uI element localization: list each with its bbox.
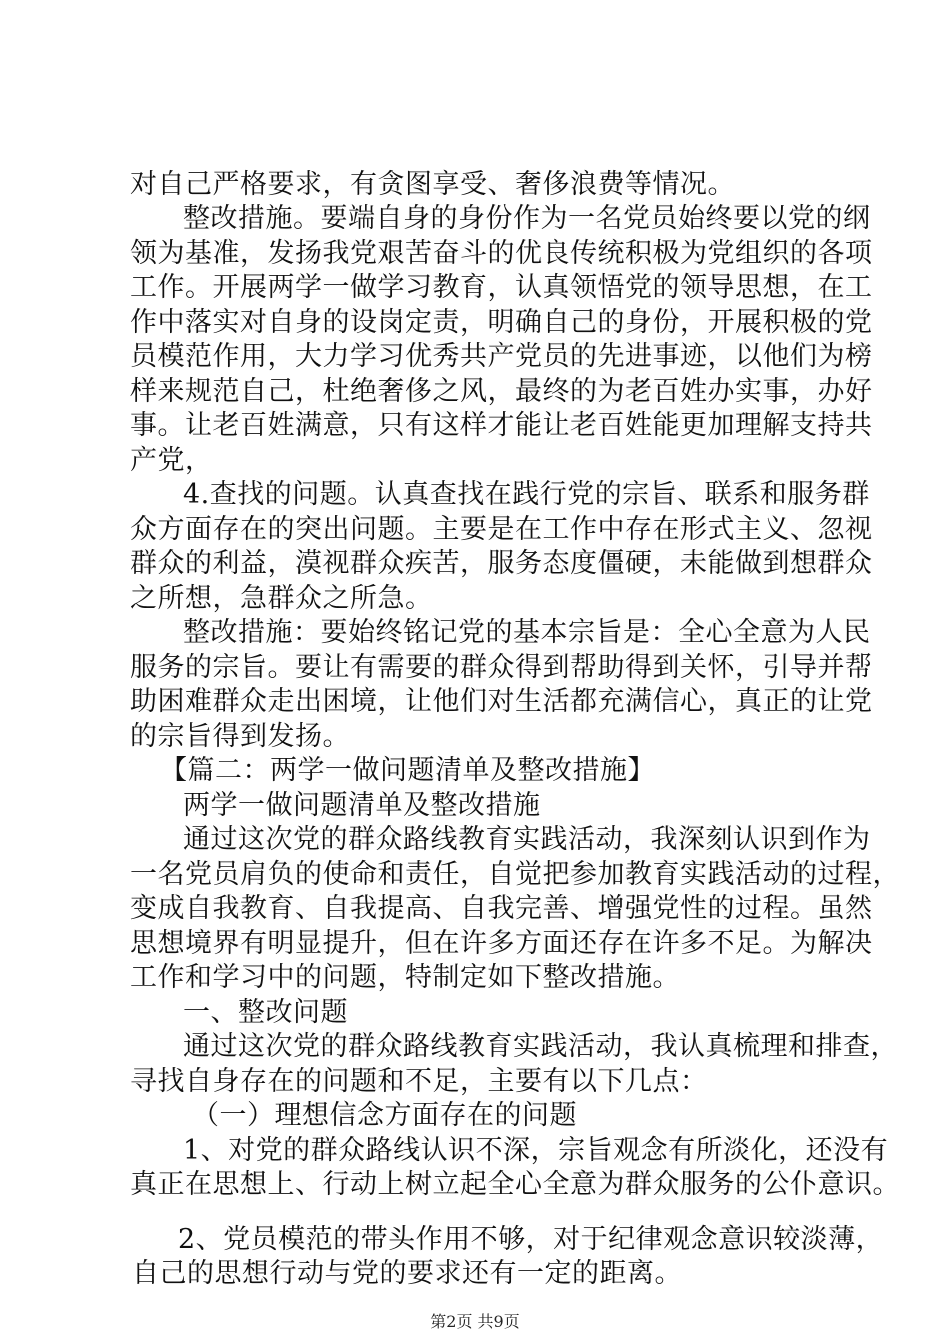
section-heading: 【篇二：两学一做问题清单及整改措施】 — [160, 755, 655, 786]
subsection-heading: 一、整改问题 — [183, 997, 348, 1028]
text-line: 样来规范自己，杜绝奢侈之风，最终的为老百姓办实事，办好 — [130, 376, 873, 407]
text-line: 作中落实对自身的设岗定责，明确自己的身份，开展积极的党 — [130, 307, 873, 338]
text-line: 寻找自身存在的问题和不足，主要有以下几点： — [130, 1066, 708, 1097]
text-line: 通过这次党的群众路线教育实践活动，我认真梳理和排查， — [183, 1031, 898, 1062]
text-line: 1、对党的群众路线认识不深，宗旨观念有所淡化，还没有 — [183, 1135, 889, 1166]
text-line: 4.查找的问题。认真查找在践行党的宗旨、联系和服务群 — [183, 479, 870, 510]
text-line: 变成自我教育、自我提高、自我完善、增强党性的过程。虽然 — [130, 893, 873, 924]
text-line: 整改措施。要端自身的身份作为一名党员始终要以党的纲 — [183, 203, 871, 234]
text-line: 群众的利益，漠视群众疾苦，服务态度僵硬，未能做到想群众 — [130, 548, 873, 579]
text-line: 自己的思想行动与党的要求还有一定的距离。 — [132, 1258, 682, 1289]
text-line: 通过这次党的群众路线教育实践活动，我深刻认识到作为 — [183, 824, 871, 855]
text-line: 领为基准，发扬我党艰苦奋斗的优良传统积极为党组织的各项 — [130, 238, 873, 269]
text-line: 众方面存在的突出问题。主要是在工作中存在形式主义、忽视 — [130, 514, 873, 545]
page-number: 第2页 共9页 — [430, 1312, 520, 1331]
text-line: 服务的宗旨。要让有需要的群众得到帮助得到关怀，引导并帮 — [130, 652, 873, 683]
subsection-heading: （一）理想信念方面存在的问题 — [192, 1100, 577, 1131]
text-line: 真正在思想上、行动上树立起全心全意为群众服务的公仆意识。 — [130, 1169, 900, 1200]
text-line: 整改措施：要始终铭记党的基本宗旨是：全心全意为人民 — [183, 617, 871, 648]
text-line: 一名党员肩负的使命和责任，自觉把参加教育实践活动的过程， — [130, 859, 900, 890]
text-line: 产党， — [130, 445, 213, 476]
text-line: 2、党员模范的带头作用不够，对于纪律观念意识较淡薄， — [178, 1224, 884, 1255]
section-title: 两学一做问题清单及整改措施 — [183, 790, 541, 821]
text-line: 的宗旨得到发扬。 — [130, 721, 350, 752]
text-line: 工作和学习中的问题，特制定如下整改措施。 — [130, 962, 680, 993]
text-line: 对自己严格要求，有贪图享受、奢侈浪费等情况。 — [130, 169, 735, 200]
text-line: 之所想，急群众之所急。 — [130, 583, 433, 614]
text-line: 工作。开展两学一做学习教育，认真领悟党的领导思想，在工 — [130, 272, 873, 303]
text-line: 助困难群众走出困境，让他们对生活都充满信心，真正的让党 — [130, 686, 873, 717]
text-line: 事。让老百姓满意，只有这样才能让老百姓能更加理解支持共 — [130, 410, 873, 441]
text-line: 思想境界有明显提升，但在许多方面还存在许多不足。为解决 — [130, 928, 873, 959]
text-line: 员模范作用，大力学习优秀共产党员的先进事迹，以他们为榜 — [130, 341, 873, 372]
